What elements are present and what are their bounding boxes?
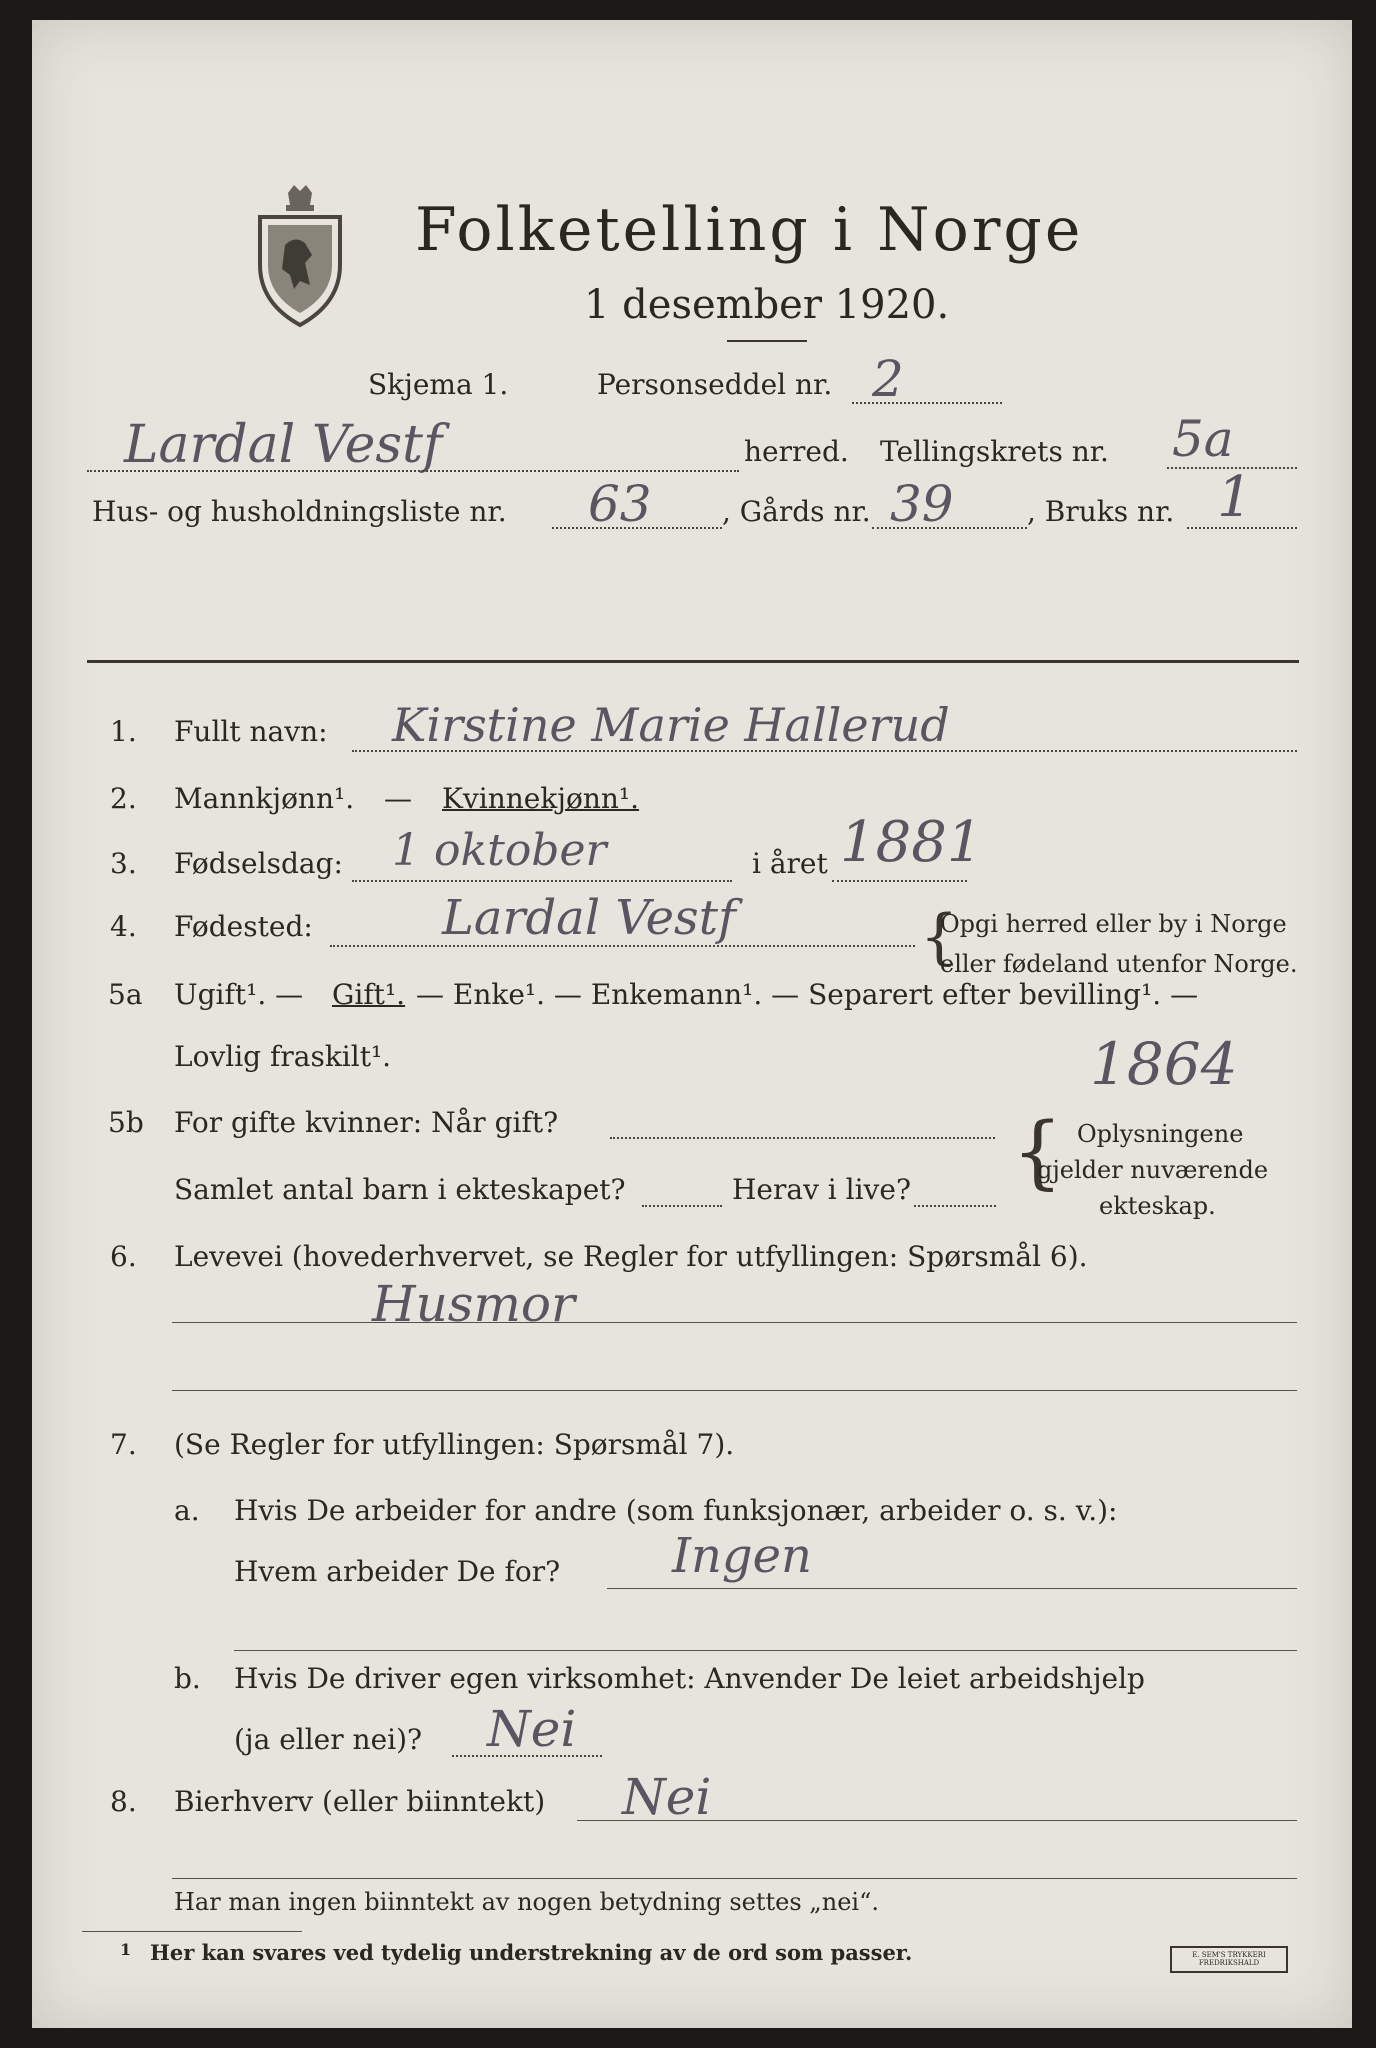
q7b-letter: b.: [174, 1662, 201, 1695]
q3-year-line: [832, 880, 967, 882]
q6-line2: [172, 1390, 1297, 1391]
census-date: 1 desember 1920.: [584, 282, 950, 328]
q3-year-value: 1881: [840, 810, 983, 875]
q8-value: Nei: [622, 1768, 712, 1826]
q4-label: Fødested:: [174, 910, 313, 943]
q5b-note-line3: ekteskap.: [1099, 1192, 1216, 1220]
q5b-note-line1: Oplysningene: [1077, 1120, 1244, 1148]
q7b-value: Nei: [487, 1700, 577, 1758]
q7b-line1: Hvis De driver egen virksomhet: Anvender De leiet arbeidshjelp: [234, 1662, 1145, 1695]
q8-label: Bierhverv (eller biinntekt): [174, 1785, 546, 1818]
q1-number: 1.: [110, 715, 137, 748]
q5a-fraskilt: Lovlig fraskilt¹.: [174, 1040, 392, 1073]
footnote-mark: 1: [120, 1940, 132, 1959]
q2-kvinne: Kvinnekjønn¹.: [442, 782, 640, 815]
q5b-barn: Samlet antal barn i ekteskapet?: [174, 1173, 626, 1206]
bruks-value: 1: [1217, 465, 1253, 530]
q4-note-line1: Opgi herred eller by i Norge: [940, 910, 1287, 938]
q5a-gift: Gift¹.: [332, 978, 406, 1011]
q8-number: 8.: [110, 1785, 137, 1818]
q5b-brace: {: [1012, 1105, 1063, 1198]
q5a-ugift: Ugift¹. —: [174, 978, 304, 1011]
q5b-note-line2: gjelder nuværende: [1037, 1156, 1269, 1184]
gards-label: , Gårds nr.: [722, 495, 871, 528]
tellingskrets-label: Tellingskrets nr.: [880, 435, 1109, 468]
q3-number: 3.: [110, 847, 137, 880]
q7a-letter: a.: [174, 1494, 200, 1527]
q3-line: [352, 880, 732, 882]
personseddel-label: Personseddel nr.: [597, 368, 833, 401]
hus-value: 63: [588, 475, 652, 533]
q5b-label: For gifte kvinner: Når gift?: [174, 1106, 559, 1139]
q6-value: Husmor: [372, 1275, 575, 1333]
footnote-divider: [82, 1931, 302, 1932]
q7a-line2: Hvem arbeider De for?: [234, 1555, 561, 1588]
q4-brace: {: [920, 902, 959, 972]
norwegian-coat-of-arms-icon: [250, 185, 350, 330]
q2-mann: Mannkjønn¹.: [174, 782, 355, 815]
q3-label: Fødselsdag:: [174, 847, 343, 880]
q8-note: Har man ingen biinntekt av nogen betydning settes „nei“.: [174, 1888, 879, 1916]
q4-number: 4.: [110, 910, 137, 943]
header-divider: [87, 660, 1299, 663]
herred-value: Lardal Vestf: [124, 415, 443, 475]
q6-number: 6.: [110, 1240, 137, 1273]
q6-label: Levevei (hovederhvervet, se Regler for utfyllingen: Spørsmål 6).: [174, 1240, 1088, 1273]
q5a-options: — Enke¹. — Enkemann¹. — Separert efter bevilling¹. —: [416, 978, 1199, 1011]
q5b-number: 5b: [108, 1106, 144, 1139]
herred-line: [87, 470, 739, 472]
q7-number: 7.: [110, 1428, 137, 1461]
q4-note-line2: eller fødeland utenfor Norge.: [940, 950, 1298, 978]
bruks-label: , Bruks nr.: [1027, 495, 1175, 528]
q7a-value: Ingen: [672, 1528, 812, 1584]
q5b-ilive-line: [914, 1205, 996, 1207]
hus-label: Hus- og husholdningsliste nr.: [92, 495, 507, 528]
q3-year-label: i året: [752, 847, 828, 880]
printer-stamp: E. SEM'S TRYKKERI FREDRIKSHALD: [1170, 1946, 1288, 1973]
title-divider: [727, 340, 807, 342]
skjema-label: Skjema 1.: [368, 368, 509, 401]
q5b-line: [610, 1137, 995, 1139]
q6-line1: [172, 1322, 1297, 1323]
q7a-line1: Hvis De arbeider for andre (som funksjonær, arbeider o. s. v.):: [234, 1494, 1118, 1527]
q4-value: Lardal Vestf: [442, 890, 736, 946]
form-title: Folketelling i Norge: [415, 195, 1084, 265]
q5a-number: 5a: [108, 978, 143, 1011]
q7a-answer-line: [607, 1588, 1297, 1589]
tellingskrets-value: 5a: [1172, 410, 1234, 468]
census-form-page: [32, 20, 1352, 2028]
q8-extra-line: [172, 1878, 1297, 1879]
q2-dash: —: [384, 782, 412, 815]
footnote-text: Her kan svares ved tydelig understrekning av de ord som passer.: [150, 1940, 913, 1965]
q1-label: Fullt navn:: [174, 715, 328, 748]
q7a-extra-line: [234, 1650, 1297, 1651]
gards-value: 39: [890, 475, 954, 533]
q1-value: Kirstine Marie Hallerud: [392, 698, 950, 752]
herred-label: herred.: [744, 435, 849, 468]
q5b-ilive: Herav i live?: [732, 1173, 911, 1206]
personseddel-value: 2: [872, 350, 904, 408]
q7b-line2: (ja eller nei)?: [234, 1723, 423, 1756]
q5a-handwritten-year: 1864: [1090, 1030, 1238, 1098]
q5b-barn-line: [642, 1205, 722, 1207]
q7-label: (Se Regler for utfyllingen: Spørsmål 7).: [174, 1428, 735, 1461]
q2-number: 2.: [110, 782, 137, 815]
q3-value: 1 oktober: [392, 825, 607, 876]
